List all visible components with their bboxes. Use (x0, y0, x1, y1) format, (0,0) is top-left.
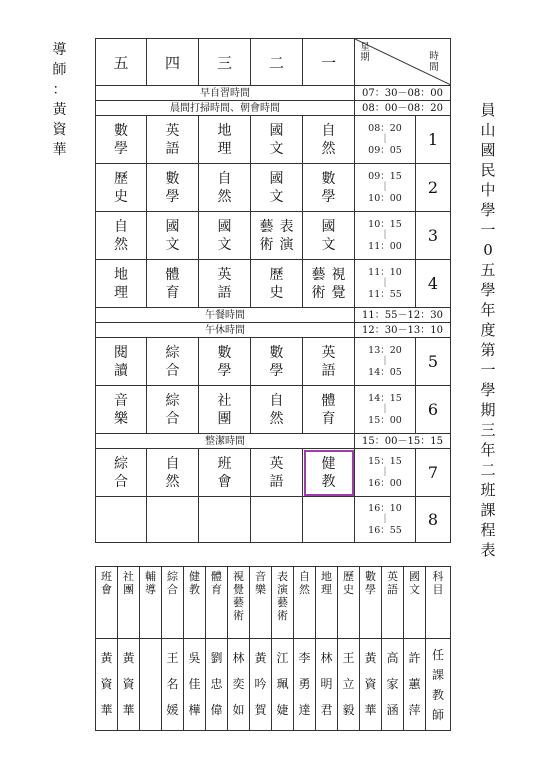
break-label: 午休時間 (96, 323, 355, 338)
teacher-name: 黃 資 華 (360, 639, 382, 731)
period-time: 16：10 ｜ 16：55 (355, 497, 416, 543)
period-number: 1 (416, 116, 451, 164)
day-header: 二 (251, 39, 303, 86)
teacher-subject: 地 理 (316, 567, 338, 639)
period-time: 08：20 ｜ 09：05 (355, 116, 416, 164)
subject-cell: 自 然 (251, 386, 303, 434)
subject-cell: 自 然 (303, 116, 355, 164)
period-time: 14：15 ｜ 15：00 (355, 386, 416, 434)
teacher-subject: 歷 史 (338, 567, 360, 639)
break-time: 08：00－08：20 (355, 101, 451, 116)
period-time: 11：10 ｜ 11：55 (355, 260, 416, 308)
subject-cell: 體 育 (303, 386, 355, 434)
teacher-subject: 社 團 (118, 567, 140, 639)
subject-cell: 班 會 (199, 449, 251, 497)
day-header: 五 (96, 39, 147, 86)
subject-cell: 體 育 (147, 260, 199, 308)
period-time: 13：20 ｜ 14：05 (355, 338, 416, 386)
subject-cell (147, 497, 199, 543)
period-time: 10：15 ｜ 11：00 (355, 212, 416, 260)
subject-cell (251, 497, 303, 543)
teacher-name: 李 勇 達 (294, 639, 316, 731)
period-number: 7 (416, 449, 451, 497)
subject-cell: 藝 術 表 演 (251, 212, 303, 260)
teacher-name: 江 珮 婕 (272, 639, 294, 731)
corner-time-label: 時 間 (429, 51, 439, 73)
period-number: 8 (416, 497, 451, 543)
subject-cell: 歷 史 (251, 260, 303, 308)
break-time: 15：00－15：15 (355, 434, 451, 449)
period-time: 15：15 ｜ 16：00 (355, 449, 416, 497)
teacher-row-label: 任 課 教 師 (426, 639, 451, 731)
subject-cell: 數 學 (251, 338, 303, 386)
break-label: 晨間打掃時間、朝會時間 (96, 101, 355, 116)
day-header: 三 (199, 39, 251, 86)
subject-cell: 綜 合 (147, 386, 199, 434)
teacher-name: 王 立 毅 (338, 639, 360, 731)
teacher-name: 許 蕙 萍 (404, 639, 426, 731)
subject-cell: 國 文 (147, 212, 199, 260)
teacher-table (95, 566, 451, 731)
break-label: 午餐時間 (96, 308, 355, 323)
day-header: 一 (303, 39, 355, 86)
break-time: 07：30－08：00 (355, 86, 451, 101)
teacher-subject: 班 會 (96, 567, 118, 639)
period-number: 5 (416, 338, 451, 386)
subject-cell: 綜 合 (147, 338, 199, 386)
period-time: 09：15 ｜ 10：00 (355, 164, 416, 212)
day-header: 四 (147, 39, 199, 86)
teacher-subject: 健 教 (184, 567, 206, 639)
period-number: 3 (416, 212, 451, 260)
teacher-name: 王 名 媛 (162, 639, 184, 731)
teacher-name: 高 家 涵 (382, 639, 404, 731)
subject-cell: 英 語 (251, 449, 303, 497)
subject-cell: 英 語 (147, 116, 199, 164)
subject-cell: 數 學 (199, 338, 251, 386)
corner-day-label: 星 期 (360, 42, 370, 63)
subject-cell: 自 然 (96, 212, 147, 260)
subject-cell (303, 497, 355, 543)
break-label: 整潔時間 (96, 434, 355, 449)
period-number: 2 (416, 164, 451, 212)
teacher-subject: 國 文 (404, 567, 426, 639)
subject-cell: 國 文 (251, 164, 303, 212)
subject-cell (96, 497, 147, 543)
break-time: 12：30－13：10 (355, 323, 451, 338)
teacher-name: 林 奕 如 (228, 639, 250, 731)
subject-cell: 數 學 (147, 164, 199, 212)
subject-cell: 藝 術 視 覺 (303, 260, 355, 308)
subject-column-header: 科 目 (426, 567, 451, 639)
period-number: 4 (416, 260, 451, 308)
teacher-subject: 數 學 (360, 567, 382, 639)
subject-cell: 自 然 (147, 449, 199, 497)
teacher-name (140, 639, 162, 731)
subject-cell: 國 文 (199, 212, 251, 260)
teacher-subject: 體 育 (206, 567, 228, 639)
homeroom-teacher-note: 導 師 ： 黃 資 華 (52, 42, 68, 158)
subject-cell: 國 文 (303, 212, 355, 260)
teacher-subject: 表 演 藝 術 (272, 567, 294, 639)
period-number: 6 (416, 386, 451, 434)
subject-cell: 歷 史 (96, 164, 147, 212)
teacher-subject: 輔 導 (140, 567, 162, 639)
subject-cell: 綜 合 (96, 449, 147, 497)
break-label: 早自習時間 (96, 86, 355, 101)
subject-cell (199, 497, 251, 543)
teacher-subject: 英 語 (382, 567, 404, 639)
teacher-subject: 音 樂 (250, 567, 272, 639)
subject-cell: 國 文 (251, 116, 303, 164)
teacher-subject: 綜 合 (162, 567, 184, 639)
teacher-name: 劉 忠 偉 (206, 639, 228, 731)
subject-cell: 英 語 (303, 338, 355, 386)
timetable (95, 38, 451, 543)
teacher-name: 黃 資 華 (96, 639, 118, 731)
subject-cell: 健 教 (303, 449, 355, 497)
teacher-name: 黃 吟 賀 (250, 639, 272, 731)
subject-cell: 數 學 (96, 116, 147, 164)
subject-cell: 地 理 (199, 116, 251, 164)
subject-cell: 地 理 (96, 260, 147, 308)
teacher-subject: 視 覺 藝 術 (228, 567, 250, 639)
schedule-title: 員 山 國 民 中 學 一 0 五 學 年 度 第 一 學 期 三 年 二 班 課 程 表 (480, 101, 496, 559)
break-time: 11：55－12：30 (355, 308, 451, 323)
teacher-name: 吳 佳 樺 (184, 639, 206, 731)
subject-cell: 自 然 (199, 164, 251, 212)
subject-cell: 英 語 (199, 260, 251, 308)
teacher-subject: 自 然 (294, 567, 316, 639)
subject-cell: 社 團 (199, 386, 251, 434)
subject-cell: 閱 讀 (96, 338, 147, 386)
subject-cell: 音 樂 (96, 386, 147, 434)
teacher-name: 黃 資 華 (118, 639, 140, 731)
teacher-name: 林 明 君 (316, 639, 338, 731)
corner-header (355, 39, 451, 86)
subject-cell: 數 學 (303, 164, 355, 212)
